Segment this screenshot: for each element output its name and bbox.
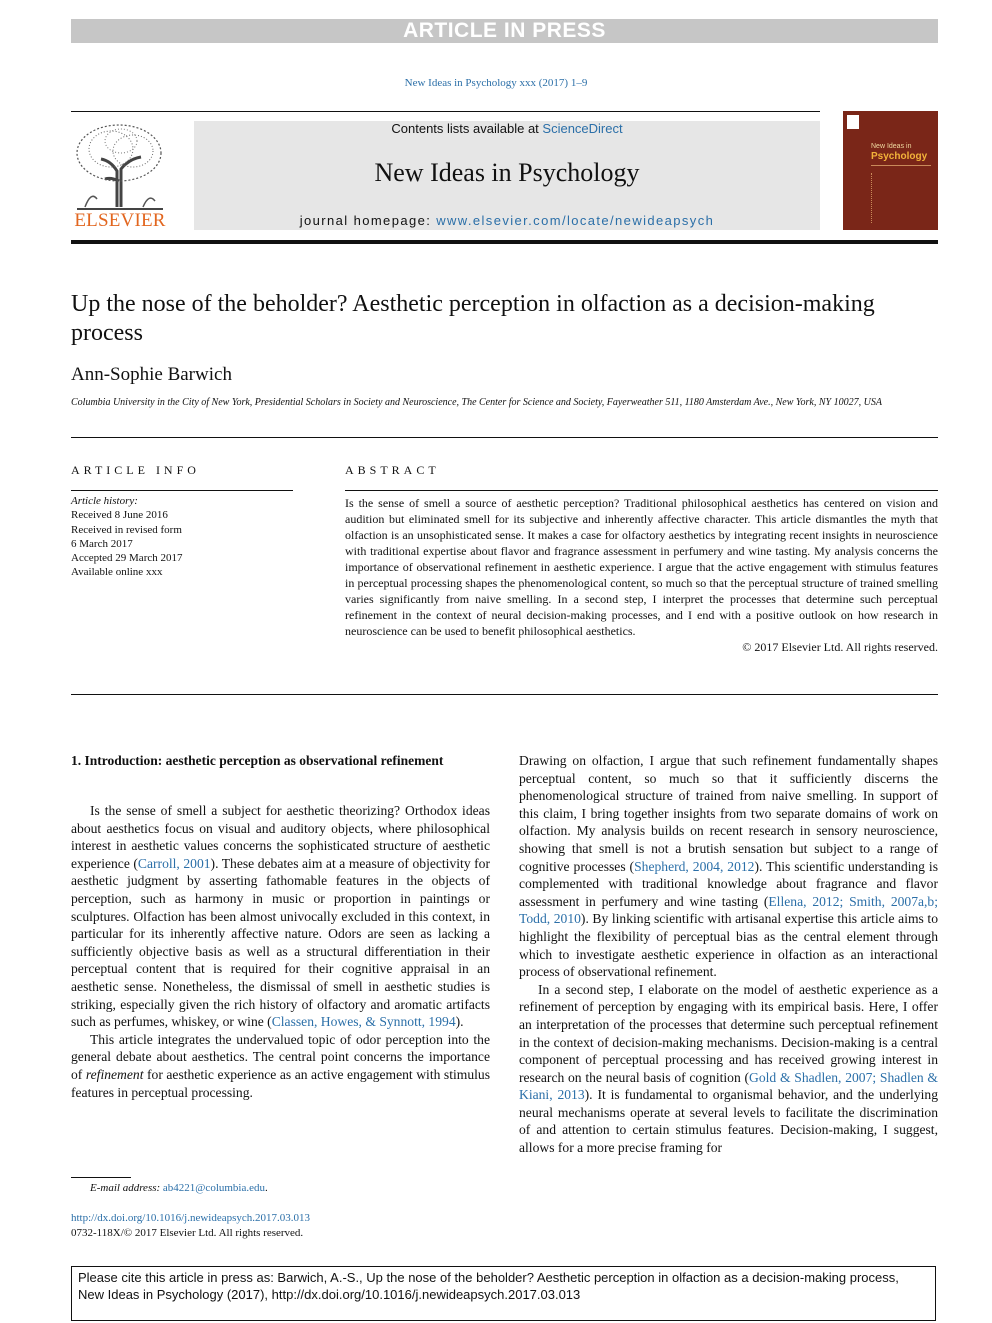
history-item: Received 8 June 2016 [71,509,168,522]
cover-logo-icon [847,115,859,129]
text: for aesthetic experience as an active engagement with stimulus features in perceptual processing. [71,1066,490,1100]
article-history [71,494,293,580]
issn-copyright: 0732-118X/© 2017 Elsevier Ltd. All rights reserved. [71,1227,304,1239]
abstract-copyright: © 2017 Elsevier Ltd. All rights reserved. [742,640,938,654]
history-item: Received in revised form [71,523,182,536]
cover-divider [871,165,931,166]
text: Is the sense of smell a subject for aesthetic theorizing? Orthodox ideas about aesthetics focus on visual and auditory objects, where philosophical interest in aesthetic values concerns the sophisticated structure of aesthetic experience ( [71,803,490,871]
citation-link[interactable]: Ellena, 2012; Smith, 2007a,b; Todd, 2010 [519,893,939,927]
doi-link[interactable]: http://dx.doi.org/10.1016/j.newideapsych.2017.03.013 [71,1212,311,1224]
footnote-email: E-mail address: ab4221@columbia.edu. [90,1182,268,1194]
citation-link[interactable]: Gold & Shadlen, 2007; Shadlen & Kiani, 2013 [519,1069,939,1103]
right-column [519,752,938,1157]
text: In a second step, I elaborate on the model of aesthetic experience as a refinement of perception by engaging with its empirical basis. Here, I offer an interpretation of the processes that determine such perceptual refinement in the context of decision-making mechanisms. Decision-making is a central component of perceptual processing and has received growing interest in research on the neural basis of cognition ( [519,981,938,1085]
history-item: Available online xxx [71,566,163,579]
cover-title-line1: New Ideas in [871,143,912,150]
text: ). [455,1014,464,1030]
history-label: Article history: [71,495,138,507]
citation-link[interactable]: Classen, Howes, & Synnott, 1994 [271,1014,456,1030]
text: ). These debates aim at a measure of objectivity for aesthetic judgment by asserting fathomable features in the objects of perception, such as harmony in music or proportion in paintings or sculptures. Olfaction has been almost univocally excluded in this context, in particular for its inherently affective nature. Odors are seen as lacking a sufficiently objective basis as well as a structural differentiation in their perceptual content that is required for their cognitive appraisal in an aesthetic sense. Nonetheless, the dismissal of smell in aesthetic studies is striking, especially given the rich history of olfactory and aromatic artifacts such as perfumes, whiskey, or wine ( [71,855,490,1030]
text: Drawing on olfaction, I argue that such refinement fundamentally shapes perceptual content, so much so that it sufficiently discerns the phenomenological structure of trained from naive smelling. In support of this claim, I bring together insights from two separate domains of work on olfaction. My analysis builds on recent research in sensory neuroscience, showing that smell is not a brutish sensation but subject to a range of cognitive processes ( [519,753,938,874]
elsevier-logo [71,121,169,231]
journal-title: New Ideas in Psychology [374,158,640,187]
abstract-body [345,495,938,655]
history-item: Accepted 29 March 2017 [71,552,183,565]
sciencedirect-link[interactable]: ScienceDirect [542,121,623,136]
elsevier-wordmark: ELSEVIER [74,210,166,231]
contents-prefix: Contents lists available at [391,121,543,136]
email-link[interactable]: ab4221@columbia.edu [162,1182,265,1194]
top-rule [71,111,820,112]
abstract-heading: ABSTRACT [345,463,440,477]
citation-link[interactable]: Carroll, 2001 [137,855,211,871]
journal-masthead [194,121,820,230]
cover-contents-decoration [871,173,912,223]
paragraph [71,1031,490,1101]
article-title: Up the nose of the beholder? Aesthetic perception in olfaction as a decision-making process [71,291,875,346]
masthead-thick-rule [71,240,938,244]
section-heading: 1. Introduction: aesthetic perception as observational refinement [71,753,444,768]
journal-cover [843,111,938,230]
contents-line [194,121,820,136]
article-info-heading: ARTICLE INFO [71,463,200,477]
paragraph [71,802,490,1031]
article-info-rule [71,490,293,491]
text: ). It is fundamental to organismal behavior, and the underlying neural mechanisms operate at several levels to facilitate the discrimination of and attention to certain stimulus features. Decision-making, I suggest, allows for a more precise framing for [519,1087,938,1156]
text: ). This scientific understanding is complemented with traditional knowledge about fragrance and flavor assessment in perfumery and wine tasting ( [519,858,938,909]
homepage-link[interactable]: www.elsevier.com/locate/newideapsych [436,213,715,228]
citation-line: New Ideas in Psychology (2017), http://dx.doi.org/10.1016/j.newideapsych.2017.03.013 [78,1287,581,1302]
abstract-bottom-rule [71,694,938,695]
abstract-rule [345,490,938,491]
text: ). By linking scientific with artisanal expertise this article aims to highlight the flexibility of perceptual bias as the central element through which to investigate aesthetic experience in olfaction as an interactional process of observational refinement. [519,911,938,980]
header-rule [71,437,938,438]
author-name: Ann-Sophie Barwich [71,364,232,385]
citation-line: Please cite this article in press as: Barwich, A.-S., Up the nose of the beholder? Aesthetic perception in olfaction as a decision-making process, [78,1270,899,1285]
homepage-prefix: journal homepage: [299,213,437,228]
paragraph [519,981,938,1157]
paragraph [519,752,938,981]
left-column [71,802,490,1101]
journal-reference[interactable]: New Ideas in Psychology xxx (2017) 1–9 [404,77,588,89]
email-label: E-mail address: [90,1182,163,1194]
cover-title-line2: Psychology [871,151,928,162]
emphasis: refinement [85,1066,144,1082]
history-item: 6 March 2017 [71,537,133,550]
author-affiliation: Columbia University in the City of New York, Presidential Scholars in Society and Neuroscience, The Center for Science and Society, Fayerweather 511, 1180 Amsterdam Ave., New York, NY 10027, USA [71,397,882,408]
abstract-text: Is the sense of smell a source of aesthetic perception? Traditional philosophical aesthetics has centered on vision and audition but eliminated smell for its subjective and inherently affective character. This article dismantles the myth that olfaction is an unsophisticated sense. It makes a case for olfactory aesthetics by integrating recent insights in neuroscience with traditional expertise about flavor and fragrance assessment in perfumery and wine tasting. My analysis concerns the importance of observational refinement in aesthetic experience. I argue that the active engagement with stimulus features in perceptual processing shapes the phenomenological content, so much so that the perceptual structure of trained smelling varies significantly from naive smelling. In a second step, I interpret the processes that determine such perceptual refinement in the context of neural decision-making processes, and I end with a positive outlook on how research in neuroscience can be used to benefit philosophical aesthetics. [345,496,938,638]
article-in-press-banner: ARTICLE IN PRESS [71,19,938,43]
citation-link[interactable]: Shepherd, 2004, 2012 [634,858,755,874]
footnote-rule [71,1177,131,1178]
text: This article integrates the undervalued topic of odor perception into the general debate about aesthetics. The central point concerns the importance of [71,1031,490,1082]
citation-box [71,1266,936,1321]
homepage-line [194,213,820,228]
